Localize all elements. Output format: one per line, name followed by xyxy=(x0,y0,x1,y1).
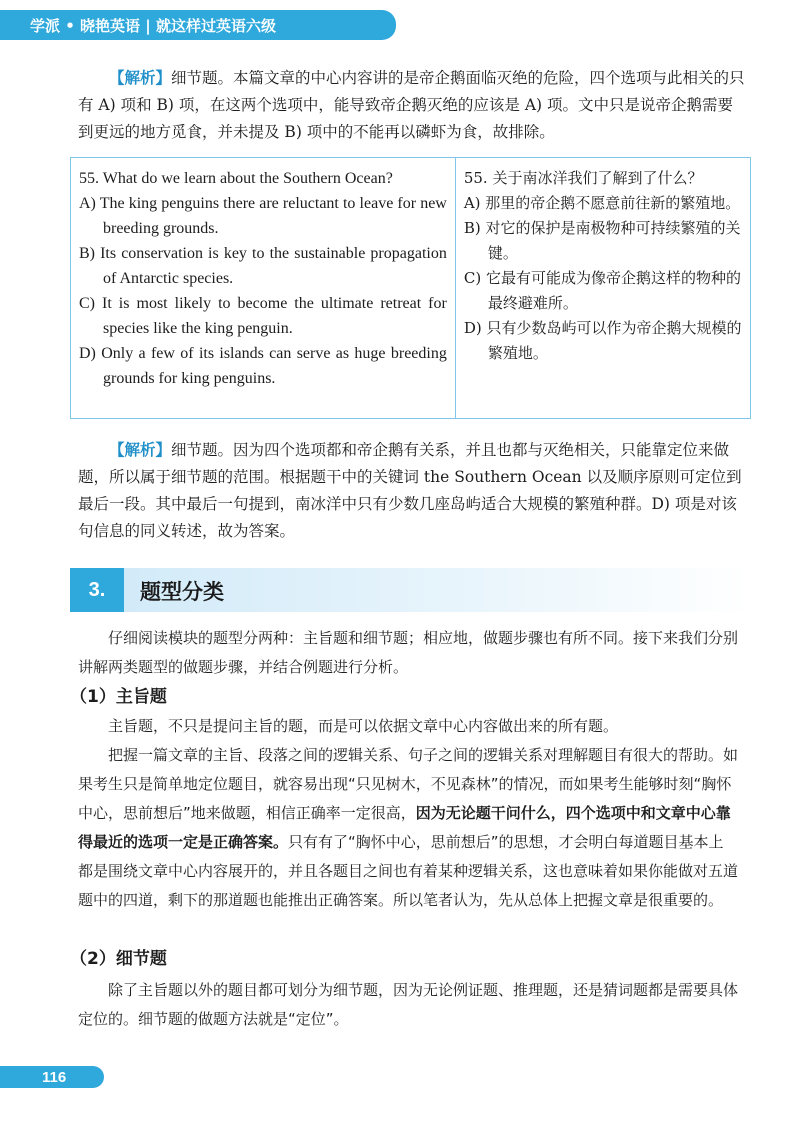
bold-key-sentence: 因为无论题干问什么，四个选项中和文章中心靠得最近的选项一定是正确答案。 xyxy=(78,804,731,851)
subheading-detail: （2）细节题 xyxy=(70,949,167,969)
analysis-block-1 xyxy=(78,64,748,146)
paragraph-text: 把握一篇文章的主旨、段落之间的逻辑关系、句子之间的逻辑关系对理解题目有很大的帮助。如果考生只是简单地定位题目，就容易出现“只见树木，不见森林”的情况，而如果考生能够时刻“胸怀中心，思前想后”地来做题，相信正确率一定很高， xyxy=(78,746,739,822)
analysis-text: 细节题。本篇文章的中心内容讲的是帝企鹅面临灭绝的危险，四个选项与此相关的只有 A) 项和 B) 项，在这两个选项中，能导致帝企鹅灭绝的应该是 A) 项。文中只是说帝企鹅需要到更远的地方觅食，并未提及 B) 项中的不能再以磷虾为食，故排除。 xyxy=(78,69,745,141)
option-d-zh: D) 只有少数岛屿可以作为帝企鹅大规模的繁殖地。 xyxy=(463,319,742,362)
running-header xyxy=(0,10,396,40)
intro-paragraph: 仔细阅读模块的题型分两种：主旨题和细节题；相应地，做题步骤也有所不同。接下来我们分别讲解两类题型的做题步骤，并结合例题进行分析。 xyxy=(78,629,739,676)
page-number-tab xyxy=(0,1066,104,1088)
option-b-en: B) Its conservation is key to the sustainable propagation of Antarctic species. xyxy=(79,245,447,287)
section-title: 题型分类 xyxy=(140,580,224,604)
main-idea-paragraph xyxy=(78,741,738,915)
question-english-column xyxy=(71,158,456,419)
analysis-tag: 【解析】 xyxy=(109,68,172,87)
main-idea-definition: 主旨题，不只是提问主旨的题，而是可以依据文章中心内容做出来的所有题。 xyxy=(108,717,619,735)
analysis-tag: 【解析】 xyxy=(109,440,172,459)
option-a-zh: A) 那里的帝企鹅不愿意前往新的繁殖地。 xyxy=(463,194,741,212)
option-a-en: A) The king penguins there are reluctant to leave for new breeding grounds. xyxy=(79,195,447,237)
option-b-zh: B) 对它的保护是南极物种可持续繁殖的关键。 xyxy=(463,219,741,262)
section-number: 3. xyxy=(70,568,124,612)
page-number: 116 xyxy=(42,1068,67,1086)
question-table xyxy=(70,157,751,419)
subheading-main-idea: （1）主旨题 xyxy=(70,687,167,707)
question-chinese-column xyxy=(455,158,750,419)
option-c-en: C) It is most likely to become the ultimate retreat for species like the king penguin. xyxy=(79,295,447,337)
option-d-en: D) Only a few of its islands can serve as huge breeding grounds for king penguins. xyxy=(79,345,447,387)
analysis-text: 细节题。因为四个选项都和帝企鹅有关系，并且也都与灭绝相关，只能靠定位来做题，所以属于细节题的范围。根据题干中的关键词 the Southern Ocean 以及顺序原则可定位到最后一段。其中最后一句提到，南冰洋中只有少数几座岛屿适合大规模的繁殖种群。D) 项是对该句信息的同义转述，故为答案。 xyxy=(78,441,742,540)
detail-paragraph: 除了主旨题以外的题目都可划分为细节题，因为无论例证题、推理题，还是猜词题都是需要具体定位的。细节题的做题方法就是“定位”。 xyxy=(78,981,739,1028)
paragraph-text: 只有有了“胸怀中心，思前想后”的思想，才会明白每道题目基本上都是围绕文章中心内容展开的，并且各题目之间也有着某种逻辑关系，这也意味着如果你能做对五道题中的四道，剩下的那道题也能推出正确答案。所以笔者认为，先从总体上把握文章是很重要的。 xyxy=(78,833,739,909)
question-stem-en: 55. What do we learn about the Southern Ocean? xyxy=(79,170,393,187)
header-title: 学派 • 晓艳英语 | 就这样过英语六级 xyxy=(30,16,276,35)
option-c-zh: C) 它最有可能成为像帝企鹅这样的物种的最终避难所。 xyxy=(463,269,741,312)
question-stem-zh: 55. 关于南冰洋我们了解到了什么？ xyxy=(463,169,703,187)
analysis-block-2 xyxy=(78,436,748,545)
